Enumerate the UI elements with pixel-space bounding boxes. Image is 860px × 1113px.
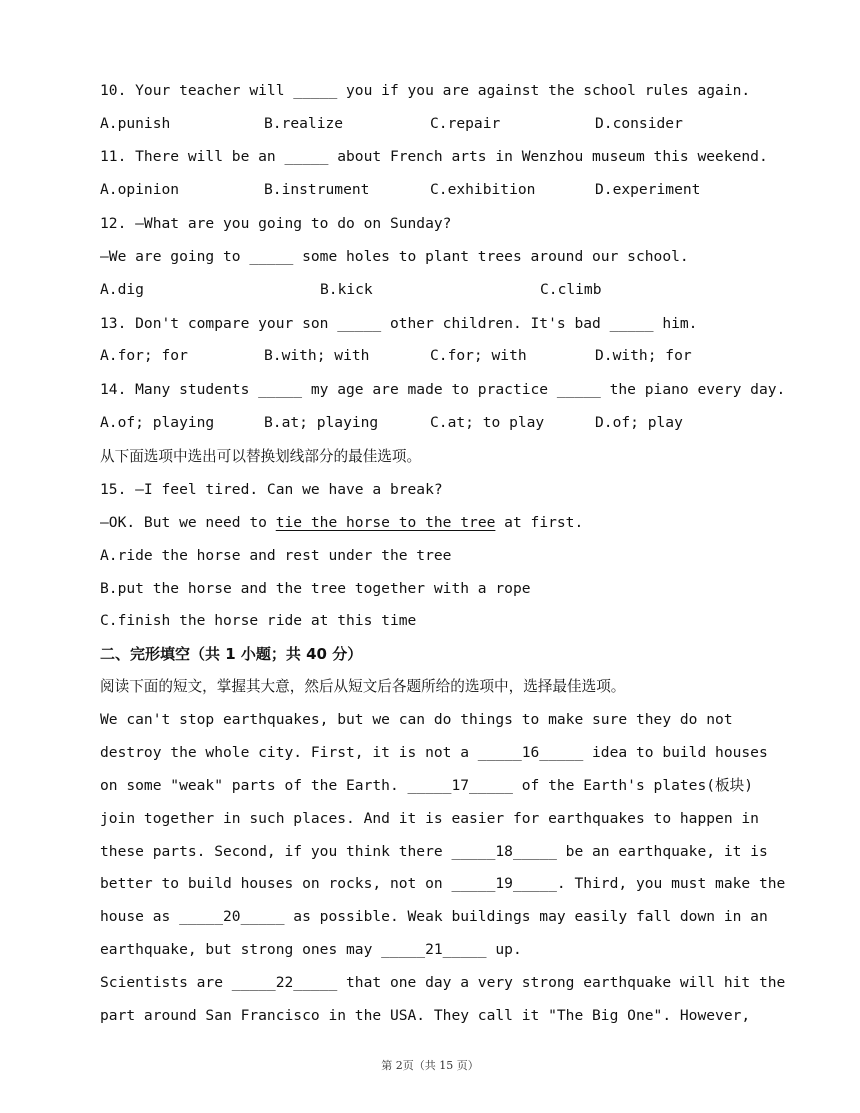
passage-line-4: join together in such places. And it is easier for earthquakes to happen in — [100, 810, 759, 827]
passage-line-2: destroy the whole city. First, it is not a _____16_____ idea to build houses — [100, 744, 768, 761]
question-12-stem-2: —We are going to _____ some holes to plant trees around our school. — [100, 248, 689, 265]
q15-stem2-post: at first. — [495, 514, 584, 531]
q12-option-c: C.climb — [540, 281, 602, 298]
q14-option-b: B.at; playing — [264, 414, 379, 431]
passage-line-7: house as _____20_____ as possible. Weak buildings may easily fall down in an — [100, 908, 768, 925]
q15-stem2-pre: —OK. But we need to — [100, 514, 276, 531]
q10-option-a: A.punish — [100, 115, 171, 132]
q13-option-c: C.for; with — [430, 347, 527, 364]
q12-option-b: B.kick — [320, 281, 373, 298]
q10-option-c: C.repair — [430, 115, 501, 132]
question-13-stem: 13. Don't compare your son _____ other children. It's bad _____ him. — [100, 315, 698, 332]
q12-option-a: A.dig — [100, 281, 144, 298]
q11-option-c: C.exhibition — [430, 181, 536, 198]
passage-line-3: on some "weak" parts of the Earth. _____17_____ of the Earth's plates(板块) — [100, 777, 754, 794]
page-footer: 第 2页（共 15 页） — [381, 1059, 479, 1072]
q15-underlined-phrase: tie the horse to the tree — [275, 514, 496, 531]
passage-line-8: earthquake, but strong ones may _____21_____ up. — [100, 941, 522, 958]
question-15-stem: 15. —I feel tired. Can we have a break? — [100, 481, 443, 498]
q13-option-a: A.for; for — [100, 347, 188, 364]
replace-instruction: 从下面选项中选出可以替换划线部分的最佳选项。 — [100, 448, 422, 465]
question-14-stem: 14. Many students _____ my age are made to practice _____ the piano every day. — [100, 381, 786, 398]
q15-option-a: A.ride the horse and rest under the tree — [100, 547, 452, 564]
passage-line-10: part around San Francisco in the USA. They call it "The Big One". However, — [100, 1007, 751, 1024]
q10-option-d: D.consider — [595, 115, 683, 132]
q15-option-c: C.finish the horse ride at this time — [100, 612, 417, 629]
q11-option-b: B.instrument — [264, 181, 370, 198]
question-12-stem: 12. —What are you going to do on Sunday? — [100, 215, 452, 232]
question-15-stem-2 — [100, 514, 583, 532]
q13-option-d: D.with; for — [595, 347, 692, 364]
section-2-title: 二、完形填空（共 1 小题；共 40 分） — [100, 645, 363, 663]
question-11-stem: 11. There will be an _____ about French arts in Wenzhou museum this weekend. — [100, 148, 768, 165]
question-10-stem: 10. Your teacher will _____ you if you are against the school rules again. — [100, 82, 751, 99]
section-2-instruction: 阅读下面的短文，掌握其大意，然后从短文后各题所给的选项中，选择最佳选项。 — [100, 678, 626, 695]
q13-option-b: B.with; with — [264, 347, 370, 364]
q15-option-b: B.put the horse and the tree together with a rope — [100, 580, 531, 597]
q11-option-a: A.opinion — [100, 181, 180, 198]
q14-option-c: C.at; to play — [430, 414, 545, 431]
q11-option-d: D.experiment — [595, 181, 701, 198]
passage-line-1: We can't stop earthquakes, but we can do things to make sure they do not — [100, 711, 733, 728]
q10-option-b: B.realize — [264, 115, 344, 132]
q14-option-d: D.of; play — [595, 414, 683, 431]
passage-line-9: Scientists are _____22_____ that one day a very strong earthquake will hit the — [100, 974, 786, 991]
passage-line-6: better to build houses on rocks, not on _____19_____. Third, you must make the — [100, 875, 786, 892]
passage-line-5: these parts. Second, if you think there _____18_____ be an earthquake, it is — [100, 843, 768, 860]
q14-option-a: A.of; playing — [100, 414, 215, 431]
